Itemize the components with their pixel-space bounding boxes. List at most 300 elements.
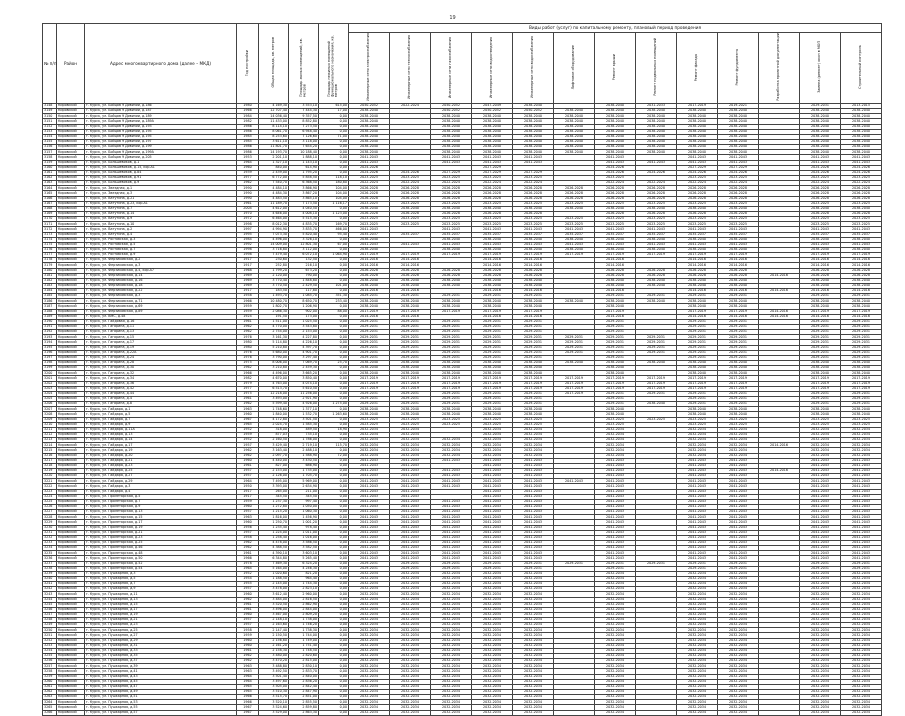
cell-id: 3202 [43,381,57,386]
cell-living-area: 902,00 [289,309,319,314]
cell-work-period: 2038-2040 [431,134,472,139]
cell-work-period: 2038-2040 [800,247,841,252]
cell-id: 3180 [43,268,57,273]
cell-work-period: 2041-2043 [431,160,472,165]
cell-work-period: 2032-2034 [390,654,431,659]
cell-year: 1957 [237,530,259,535]
cell-total-area: 2 024,70 [259,422,289,427]
cell-work-period: 2023-2025 [513,417,554,422]
cell-work-period: 2032-2034 [349,438,390,443]
cell-address: г. Курск, ул. Гайдара, д.5 [85,412,237,417]
cell-work-period: 2029-2031 [841,340,882,345]
cell-living-area: 1 786,00 [289,438,319,443]
cell-work-period: 2038-2040 [349,150,390,155]
cell-work-period [636,710,677,715]
cell-work-period: 2032-2034 [677,638,718,643]
cell-work-period: 2038-2040 [677,206,718,211]
cell-work-period: 2041-2043 [349,458,390,463]
cell-work-period: 2038-2040 [431,304,472,309]
cell-living-area: 1 738,30 [289,628,319,633]
cell-work-period: 2014-2016 [390,263,431,268]
cell-living-area: 4 246,30 [289,566,319,571]
cell-nonliving-area: 0,00 [319,319,349,324]
cell-work-period: 2032-2034 [841,597,882,602]
cell-work-period: 2023-2025 [636,417,677,422]
cell-living-area: 2 842,40 [289,684,319,689]
cell-work-period: 2032-2034 [718,453,759,458]
cell-id: 3191 [43,325,57,330]
header-work-label: Инженерные сети газоснабжения [448,36,453,98]
cell-work-period: 2029-2031 [718,330,759,335]
cell-area: Кировский [57,196,85,201]
cell-work-period: 2038-2040 [513,150,554,155]
cell-area: Кировский [57,587,85,592]
cell-work-period: 2041-2043 [513,520,554,525]
cell-year: 1959 [237,309,259,314]
cell-work-period: 2032-2034 [800,700,841,705]
cell-year: 1992 [237,242,259,247]
cell-work-period: 2017-2019 [513,253,554,258]
cell-work-period: 2029-2031 [513,402,554,407]
cell-work-period: 2038-2040 [349,278,390,283]
cell-work-period: 2038-2040 [841,114,882,119]
cell-address: г. Курск, ул. Бойцов 9 Дивизии, д.197 [85,139,237,144]
cell-id: 3265 [43,705,57,710]
cell-work-period: 2032-2034 [472,448,513,453]
cell-work-period: 2038-2040 [554,237,595,242]
cell-work-period: 2041-2043 [841,551,882,556]
cell-year: 1964 [237,479,259,484]
cell-work-period: 2041-2043 [554,479,595,484]
cell-work-period: 2038-2040 [800,299,841,304]
cell-work-period: 2026-2028 [349,186,390,191]
cell-work-period: 2029-2031 [431,566,472,571]
cell-work-period: 2038-2040 [472,366,513,371]
cell-nonliving-area: 0,00 [319,217,349,222]
cell-work-period: 2026-2028 [513,268,554,273]
cell-work-period: 2038-2040 [513,119,554,124]
cell-work-period: 2041-2043 [718,504,759,509]
cell-work-period: 2038-2040 [636,278,677,283]
cell-year: 1960 [237,612,259,617]
cell-work-period: 2038-2040 [349,145,390,150]
cell-work-period: 2017-2019 [554,253,595,258]
cell-work-period: 2032-2034 [677,700,718,705]
cell-work-period: 2038-2040 [472,134,513,139]
cell-id: 3210 [43,422,57,427]
cell-total-area: 3 524,60 [259,705,289,710]
cell-work-period: 2029-2031 [390,294,431,299]
cell-address: г. Курск, ул. Гайдовая, д.16 [85,319,237,324]
cell-nonliving-area: 0,00 [319,566,349,571]
cell-nonliving-area: 0,00 [319,474,349,479]
cell-id: 3160 [43,165,57,170]
cell-work-period: 2032-2034 [800,684,841,689]
cell-area: Кировский [57,504,85,509]
cell-year: 1924 [237,314,259,319]
cell-total-area: 4 478,00 [259,540,289,545]
cell-work-period: 2029-2031 [718,345,759,350]
cell-address: г. Курск, ул. Гайдара, д.7 [85,417,237,422]
cell-work-period: 2024-2026 [800,170,841,175]
cell-work-period: 2017-2019 [472,309,513,314]
cell-total-area: 2 160,50 [259,438,289,443]
cell-total-area: 4 763,00 [259,381,289,386]
cell-work-period: 2032-2034 [595,582,636,587]
cell-work-period: 2038-2040 [841,371,882,376]
cell-work-period: 2026-2028 [472,191,513,196]
cell-work-period: 2032-2034 [677,669,718,674]
cell-work-period: 2041-2043 [349,510,390,515]
cell-work-period: 2041-2043 [595,463,636,468]
cell-area: Кировский [57,489,85,494]
cell-nonliving-area: 0,00 [319,129,349,134]
cell-work-period: 2023-2025 [595,417,636,422]
cell-work-period: 2032-2034 [513,628,554,633]
cell-living-area: 2 836,20 [289,679,319,684]
cell-work-period: 2038-2040 [677,412,718,417]
cell-nonliving-area: 169,70 [319,222,349,227]
cell-work-period: 2029-2031 [800,319,841,324]
cell-work-period: 2041-2043 [472,474,513,479]
cell-work-period: 2041-2043 [677,546,718,551]
cell-total-area: 5 164,00 [259,566,289,571]
cell-work-period: 2029-2031 [431,330,472,335]
cell-nonliving-area: 0,00 [319,695,349,700]
cell-work-period: 2038-2040 [595,366,636,371]
cell-area: Кировский [57,705,85,710]
cell-work-period: 2032-2034 [718,448,759,453]
cell-work-period: 2041-2043 [800,540,841,545]
cell-work-period: 2017-2019 [718,309,759,314]
cell-area: Кировский [57,525,85,530]
cell-area: Кировский [57,669,85,674]
cell-id: 3186 [43,299,57,304]
cell-id: 3184 [43,289,57,294]
cell-total-area: 3 515,70 [259,695,289,700]
cell-work-period: 2038-2040 [513,371,554,376]
cell-id: 3196 [43,350,57,355]
cell-work-period: 2038-2040 [472,407,513,412]
cell-work-period: 2041-2043 [841,525,882,530]
cell-work-period: 2026-2028 [677,211,718,216]
cell-work-period: 2032-2034 [472,587,513,592]
cell-living-area: 790,00 [289,273,319,278]
cell-nonliving-area: 0,00 [319,597,349,602]
cell-work-period: 2029-2031 [472,561,513,566]
cell-work-period: 2038-2040 [390,283,431,288]
cell-work-period: 2023-2025 [800,175,841,180]
cell-living-area: 6 072,10 [289,253,319,258]
cell-work-period: 2032-2034 [841,571,882,576]
cell-work-period: 2038-2040 [513,145,554,150]
cell-year: 1963 [237,407,259,412]
cell-id: 3259 [43,674,57,679]
cell-work-period: 2038-2040 [636,402,677,407]
cell-area: Кировский [57,443,85,448]
cell-work-period: 2032-2034 [431,710,472,715]
cell-work-period: 2017-2019 [390,381,431,386]
cell-year: 1979 [237,381,259,386]
cell-work-period: 2041-2043 [431,227,472,232]
cell-work-period: 2041-2043 [390,556,431,561]
cell-area: Кировский [57,659,85,664]
cell-address: г. Курск, ул. Пушкарная, д.35 [85,654,237,659]
cell-work-period: 2032-2034 [390,597,431,602]
cell-total-area: 3 505,00 [259,684,289,689]
cell-work-period: 2029-2031 [677,391,718,396]
cell-work-period: 2032-2034 [390,643,431,648]
cell-total-area: 265,00 [259,489,289,494]
page-number: 19 [449,15,456,21]
cell-work-period: 2032-2034 [800,571,841,576]
cell-address: г. Курск, ул. Пролетарская, д.52 [85,561,237,566]
cell-year: 1965 [237,684,259,689]
cell-living-area: 3 118,00 [289,139,319,144]
cell-nonliving-area: 0,00 [319,397,349,402]
cell-work-period: 2032-2034 [349,705,390,710]
cell-work-period: 2014-2016 [841,314,882,319]
cell-work-period: 2024-2026 [636,170,677,175]
cell-work-period: 2029-2031 [800,104,841,109]
cell-work-period: 2035-2037 [595,232,636,237]
cell-work-period: 2032-2034 [677,648,718,653]
cell-work-period: 2038-2040 [390,407,431,412]
cell-work-period: 2032-2034 [513,695,554,700]
cell-work-period: 2038-2040 [431,278,472,283]
cell-work-period: 2032-2034 [472,571,513,576]
cell-year: 1960 [237,165,259,170]
cell-work-period: 2032-2034 [431,659,472,664]
cell-id: 3163 [43,181,57,186]
cell-nonliving-area: 0,00 [319,710,349,715]
cell-work-period: 2032-2034 [431,633,472,638]
cell-year: 1960 [237,520,259,525]
cell-area: Кировский [57,319,85,324]
cell-living-area: 7 173,50 [289,201,319,206]
cell-work-period: 2026-2028 [841,191,882,196]
cell-area: Кировский [57,463,85,468]
cell-id: 3179 [43,263,57,268]
cell-nonliving-area: 0,00 [319,278,349,283]
cell-work-period: 2032-2034 [431,592,472,597]
cell-total-area: 827,00 [259,463,289,468]
cell-work-period: 2038-2040 [718,412,759,417]
cell-year: 1998 [237,247,259,252]
cell-work-period: 2032-2034 [841,695,882,700]
cell-work-period: 2014-2016 [513,258,554,263]
cell-work-period: 2032-2034 [800,576,841,581]
cell-work-period: 2038-2040 [513,278,554,283]
cell-id: 3248 [43,618,57,623]
cell-work-period: 2029-2031 [636,391,677,396]
cell-living-area: 614,90 [289,165,319,170]
cell-work-period: 2032-2034 [390,453,431,458]
cell-work-period: 2014-2016 [513,289,554,294]
cell-work-period: 2041-2043 [513,227,554,232]
cell-year: 2004 [237,206,259,211]
cell-living-area: 3 603,10 [289,551,319,556]
cell-work-period: 2032-2034 [718,659,759,664]
cell-work-period: 2022-2024 [431,181,472,186]
cell-work-period: 2038-2040 [554,134,595,139]
cell-total-area: 7 540,70 [259,181,289,186]
cell-work-period: 2032-2034 [800,669,841,674]
cell-total-area: 4 670,00 [259,376,289,381]
cell-work-period: 2017-2019 [431,309,472,314]
cell-work-period: 2026-2028 [349,273,390,278]
cell-year: 1970 [237,211,259,216]
cell-work-period: 2029-2031 [841,350,882,355]
cell-living-area: 735,10 [289,433,319,438]
cell-address: г. Курск, ул. Бойцов 9 Дивизии, д.199 [85,145,237,150]
cell-work-period: 2026-2028 [349,268,390,273]
cell-area: Кировский [57,299,85,304]
cell-work-period: 2029-2031 [636,350,677,355]
cell-work-period: 2038-2040 [513,299,554,304]
cell-year: 1984 [237,237,259,242]
cell-work-period: 2038-2040 [636,361,677,366]
cell-work-period: 2038-2040 [718,129,759,134]
cell-living-area: 1 585,30 [289,422,319,427]
cell-nonliving-area: 0,00 [319,648,349,653]
cell-work-period: 2029-2031 [472,330,513,335]
cell-living-area: 3 297,40 [289,355,319,360]
cell-work-period: 2032-2034 [595,602,636,607]
cell-work-period: 2032-2034 [677,427,718,432]
cell-work-period: 2023-2025 [472,217,513,222]
cell-work-period: 2029-2031 [431,319,472,324]
cell-work-period: 2038-2040 [595,150,636,155]
cell-work-period: 2038-2040 [718,124,759,129]
cell-address: г. Курск, ул. Гагарина, д.28 [85,361,237,366]
cell-work-period: 2026-2028 [349,211,390,216]
cell-work-period: 2038-2040 [472,139,513,144]
cell-year: 1961 [237,648,259,653]
cell-living-area: 3 501,50 [289,417,319,422]
cell-address: г. Курск, ул. Ферзиковская, д.3 [85,294,237,299]
cell-work-period: 2029-2031 [472,345,513,350]
cell-work-period: 2041-2043 [349,160,390,165]
cell-nonliving-area: 233,40 [319,299,349,304]
cell-total-area: 1 327,10 [259,160,289,165]
cell-work-period: 2023-2025 [841,222,882,227]
cell-work-period: 2017-2019 [554,376,595,381]
cell-living-area: 2 851,00 [289,695,319,700]
cell-work-period: 2038-2040 [841,139,882,144]
cell-work-period: 2029-2031 [513,294,554,299]
cell-work-period: 2041-2043 [595,530,636,535]
cell-work-period: 2022-2024 [718,181,759,186]
cell-work-period: 2032-2034 [513,700,554,705]
cell-work-period: 2032-2034 [390,690,431,695]
cell-address: г. Курск, ул. Гагарина, д.22А [85,350,237,355]
cell-year: 1962 [237,659,259,664]
cell-work-period: 2041-2043 [513,468,554,473]
cell-work-period: 2038-2040 [677,371,718,376]
cell-area: Кировский [57,566,85,571]
cell-work-period: 2032-2034 [513,664,554,669]
cell-work-period: 2041-2043 [800,510,841,515]
cell-address: г. Курск, ул. Гагарина, д.8 [85,402,237,407]
cell-address: г. Курск, ул. Ватутина, д.9 [85,217,237,222]
cell-area: Кировский [57,273,85,278]
cell-work-period: 2032-2034 [718,602,759,607]
cell-address: г. Курск, ул. Гайдара, д.17 [85,443,237,448]
cell-work-period: 2041-2043 [800,504,841,509]
cell-area: Кировский [57,340,85,345]
cell-work-period: 2023-2025 [349,201,390,206]
cell-work-period: 2032-2034 [431,695,472,700]
cell-work-period: 2023-2025 [595,422,636,427]
cell-area: Кировский [57,690,85,695]
cell-nonliving-area: 0,00 [319,433,349,438]
cell-work-period: 2038-2040 [800,145,841,150]
cell-nonliving-area: 0,00 [319,263,349,268]
cell-address: г. Курск, ул. Пушкарная, д.7 [85,582,237,587]
cell-work-period: 2017-2019 [636,376,677,381]
cell-work-period: 2029-2031 [800,350,841,355]
cell-work-period: 2041-2043 [390,510,431,515]
cell-work-period: 2029-2031 [677,330,718,335]
cell-work-period: 2032-2034 [677,453,718,458]
cell-work-period: 2041-2043 [718,530,759,535]
cell-work-period: 2029-2031 [390,355,431,360]
cell-year: 1917 [237,494,259,499]
cell-nonliving-area: 0,00 [319,561,349,566]
cell-year: 1986 [237,129,259,134]
cell-work-period: 2041-2043 [431,468,472,473]
cell-work-period: 2035-2037 [513,232,554,237]
cell-work-period: 2041-2043 [431,546,472,551]
cell-living-area: 5 969,00 [289,479,319,484]
cell-work-period: 2035-2037 [431,232,472,237]
cell-work-period: 2032-2034 [472,597,513,602]
cell-id: 3169 [43,211,57,216]
cell-work-period: 2041-2043 [718,458,759,463]
cell-nonliving-area: 17,00 [319,109,349,114]
cell-work-period: 2032-2034 [595,705,636,710]
cell-area: Кировский [57,484,85,489]
cell-work-period: 2032-2034 [718,684,759,689]
cell-year: 1962 [237,540,259,545]
cell-area: Кировский [57,139,85,144]
cell-work-period: 2022-2024 [841,181,882,186]
cell-work-period: 2023-2025 [513,217,554,222]
cell-work-period: 2022-2024 [636,181,677,186]
cell-work-period: 2041-2043 [677,160,718,165]
cell-work-period: 2050-2052 [431,109,472,114]
cell-work-period: 2032-2034 [718,654,759,659]
cell-work-period: 2029-2031 [718,397,759,402]
cell-year: 1959 [237,499,259,504]
cell-work-period: 2029-2031 [636,345,677,350]
cell-nonliving-area: 0,00 [319,458,349,463]
cell-address: г. Курск, ул. Пушкарная, д.45 [85,679,237,684]
cell-work-period: 2041-2043 [472,525,513,530]
cell-work-period: 2023-2025 [636,217,677,222]
cell-work-period: 2017-2019 [431,253,472,258]
cell-work-period: 2038-2040 [390,366,431,371]
cell-work-period: 2023-2025 [472,422,513,427]
cell-work-period: 2041-2043 [431,499,472,504]
cell-work-period: 2032-2034 [595,571,636,576]
cell-total-area: 2 150,50 [259,633,289,638]
cell-work-period: 2029-2031 [718,335,759,340]
cell-work-period: 2038-2040 [636,139,677,144]
cell-work-period: 2041-2043 [513,160,554,165]
cell-id: 3215 [43,448,57,453]
